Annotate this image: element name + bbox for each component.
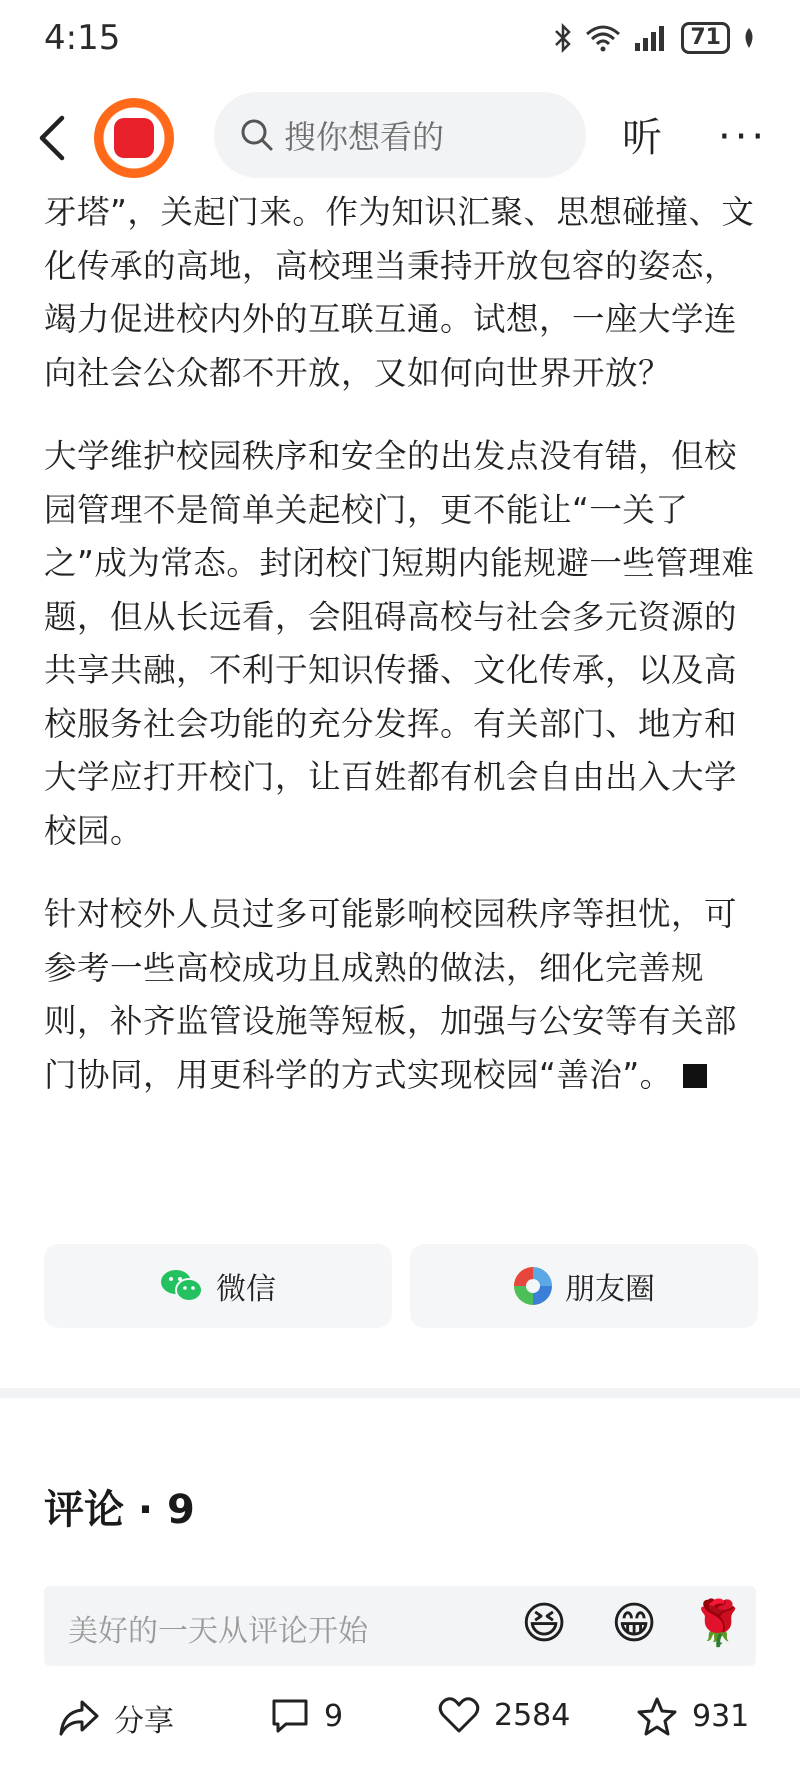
logo-red-square	[114, 118, 154, 158]
battery-indicator: 71	[681, 22, 730, 54]
grinning-emoji-icon[interactable]: 😁	[611, 1598, 657, 1649]
like-action-button[interactable]	[438, 1696, 570, 1734]
article-paragraph: 牙塔”，关起门来。作为知识汇聚、思想碰撞、文化传承的高地，高校理当秉持开放包容的姿态，竭力促进校内外的互联互通。试想，一座大学连向社会公众都不开放，又如何向世界开放？	[44, 193, 755, 392]
section-divider	[0, 1388, 800, 1398]
wechat-icon	[160, 1267, 204, 1305]
more-options-icon[interactable]: ···	[718, 114, 769, 160]
signal-icon	[633, 25, 669, 51]
back-arrow-icon[interactable]	[34, 112, 70, 164]
bottom-action-bar	[0, 1676, 800, 1768]
top-nav-bar	[0, 92, 800, 184]
article-paragraph	[44, 888, 764, 1102]
article-body	[44, 186, 764, 1132]
comments-title: 评论 · 9	[44, 1487, 195, 1533]
share-icon	[58, 1698, 100, 1738]
like-count: 2584	[494, 1697, 571, 1733]
comment-placeholder: 美好的一天从评论开始	[68, 1614, 368, 1649]
share-action-button[interactable]	[58, 1696, 174, 1740]
status-icons	[553, 22, 756, 54]
star-icon	[636, 1696, 678, 1736]
bluetooth-icon	[553, 23, 573, 53]
share-wechat-label: 微信	[216, 1272, 276, 1307]
rose-emoji-icon[interactable]: 🌹	[690, 1598, 746, 1649]
moments-icon	[513, 1266, 553, 1306]
share-wechat-button[interactable]	[44, 1244, 392, 1328]
wifi-icon	[585, 24, 621, 52]
listen-button[interactable]: 听	[622, 115, 662, 161]
comment-icon	[270, 1696, 310, 1736]
laughing-emoji-icon[interactable]: 😆	[521, 1598, 567, 1649]
comment-action-button[interactable]	[270, 1696, 343, 1736]
app-logo[interactable]	[94, 98, 174, 178]
heart-icon	[438, 1696, 480, 1734]
status-time: 4:15	[44, 18, 121, 58]
search-placeholder: 搜你想看的	[284, 118, 445, 156]
status-bar	[0, 0, 800, 80]
favorite-count: 931	[692, 1698, 750, 1734]
article-end-mark	[683, 1064, 707, 1088]
share-row	[44, 1244, 758, 1328]
comment-count: 9	[324, 1698, 344, 1734]
leaf-icon	[742, 26, 756, 50]
share-action-label: 分享	[114, 1704, 174, 1739]
share-moments-label: 朋友圈	[565, 1272, 655, 1307]
article-paragraph: 大学维护校园秩序和安全的出发点没有错，但校园管理不是简单关起校门，更不能让“一关了之”成为常态。封闭校门短期内能规避一些管理难题，但从长远看，会阻碍高校与社会多元资源的共享共融，不利于知识传播、文化传承，以及高校服务社会功能的充分发挥。有关部门、地方和大学应打开校门，让百姓都有机会自由出入大学校园。	[44, 437, 755, 850]
search-icon	[240, 118, 274, 152]
favorite-action-button[interactable]	[636, 1696, 749, 1736]
search-box[interactable]	[214, 92, 586, 178]
article-paragraph-text: 针对校外人员过多可能影响校园秩序等担忧，可参考一些高校成功且成熟的做法，细化完善规则，补齐监管设施等短板，加强与公安等有关部门协同，用更科学的方式实现校园“善治”。	[44, 895, 738, 1094]
comment-input[interactable]	[44, 1586, 756, 1666]
share-moments-button[interactable]	[410, 1244, 758, 1328]
